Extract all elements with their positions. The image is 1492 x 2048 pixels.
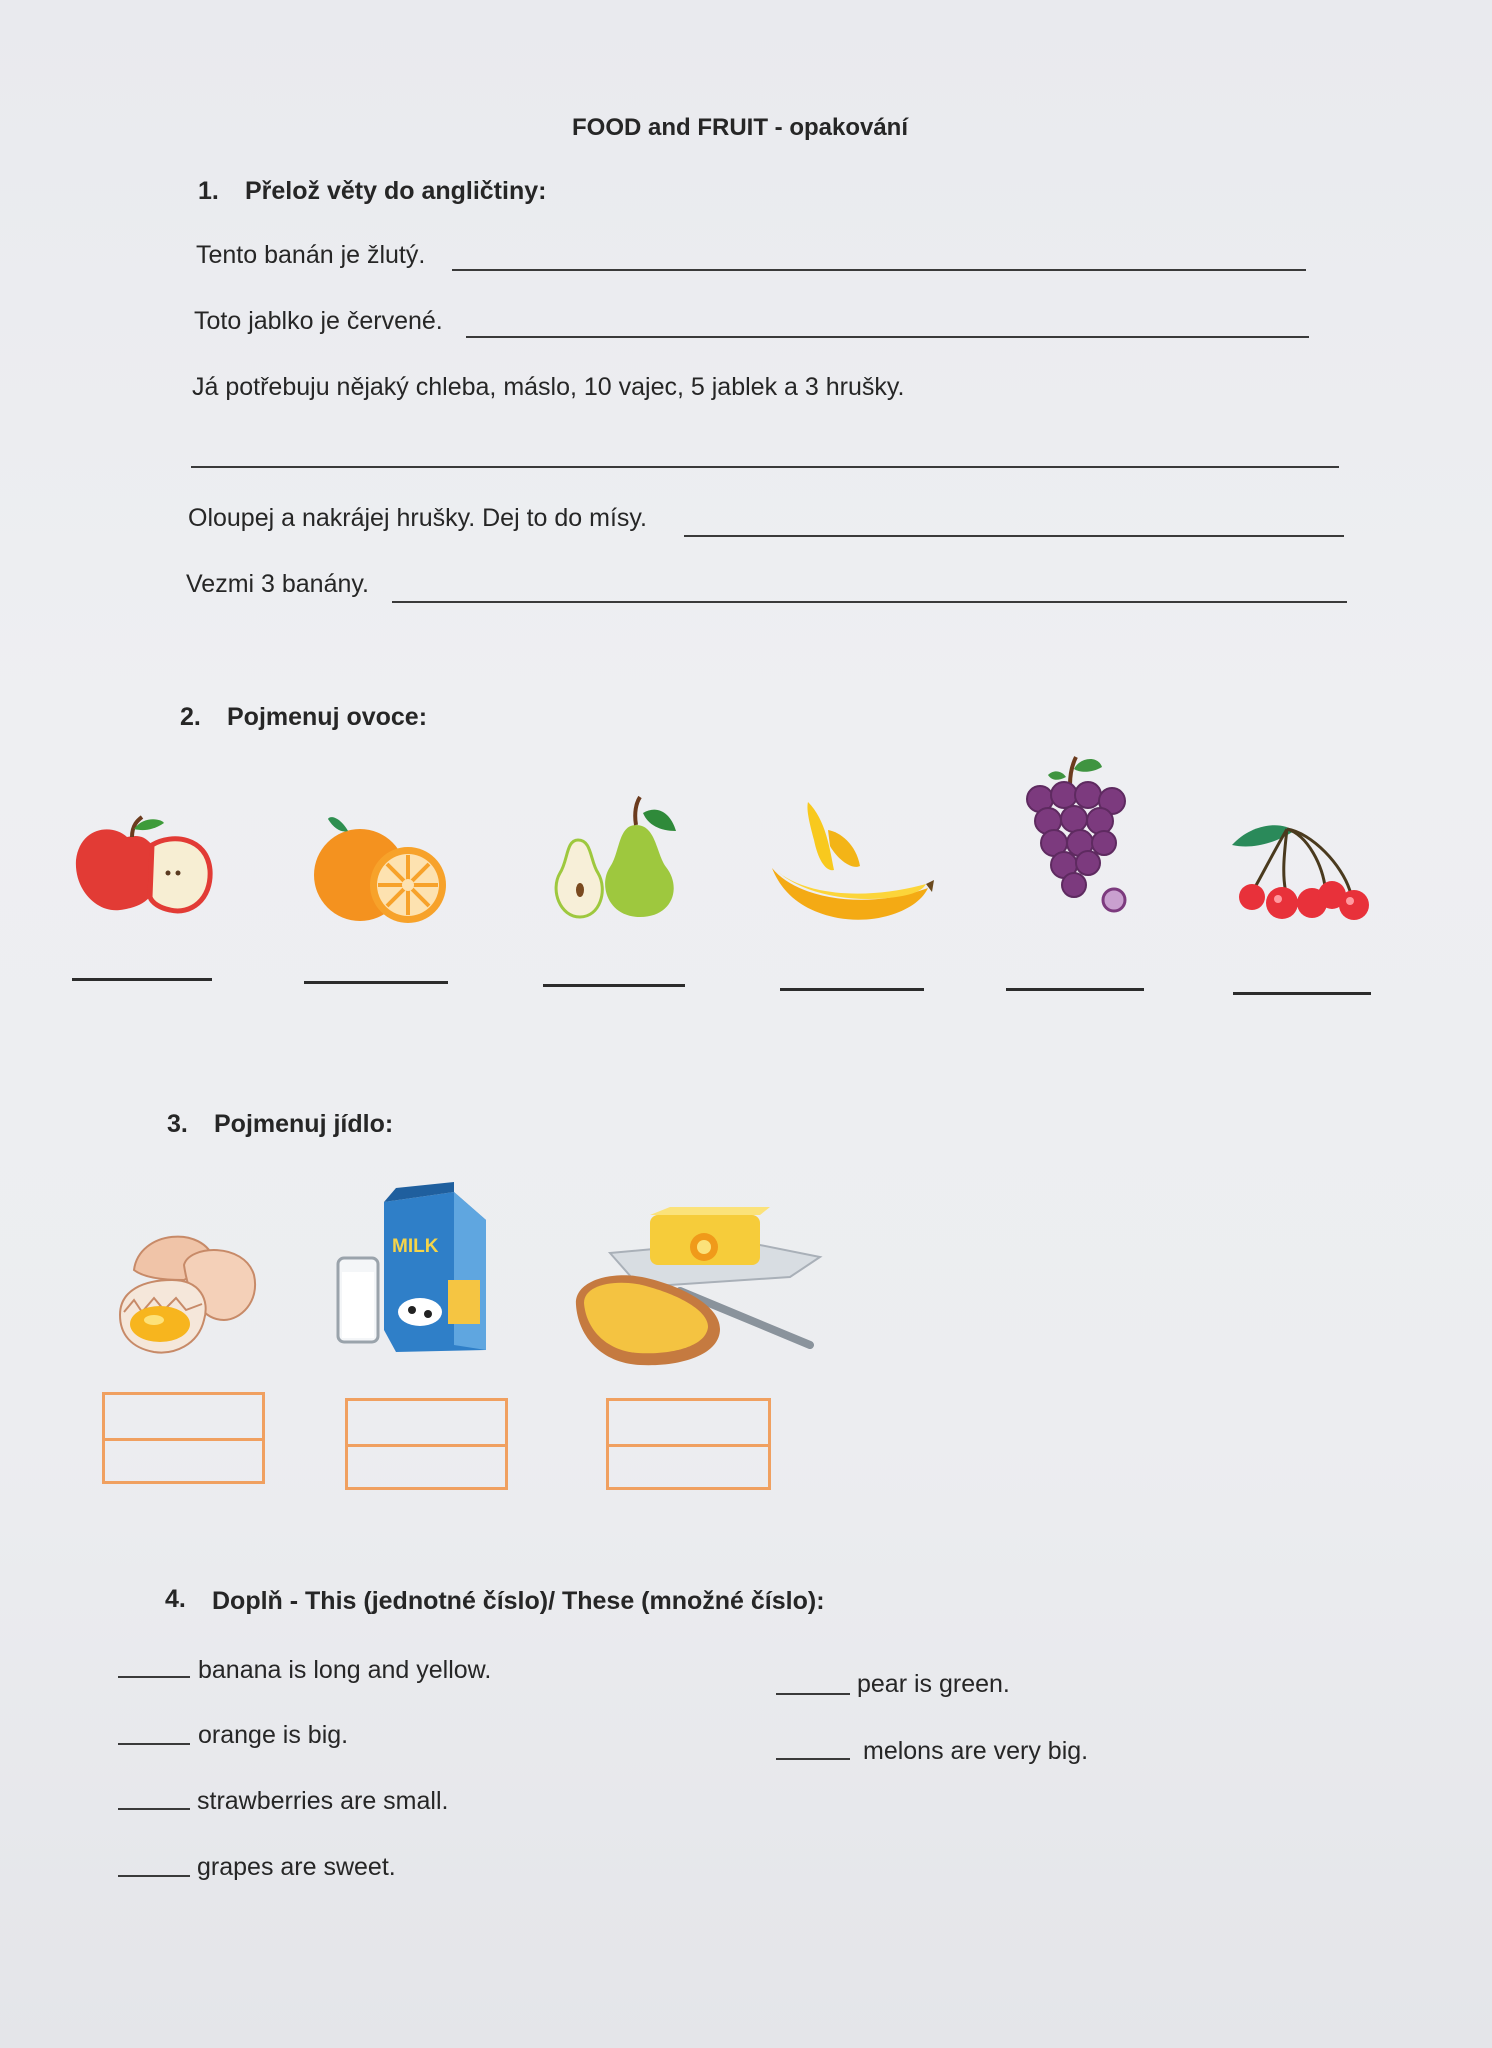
fill-line-left-2[interactable]	[118, 1743, 190, 1745]
section-4-heading: Doplň - This (jednotné číslo)/ These (množné číslo):	[212, 1587, 825, 1615]
section-1-heading: Přelož věty do angličtiny:	[245, 177, 547, 205]
cherries-icon	[1232, 815, 1377, 925]
banana-icon	[768, 800, 938, 925]
fill-sentence-left-2: orange is big.	[198, 1721, 349, 1749]
pear-icon	[548, 795, 683, 920]
apple-icon	[72, 815, 217, 915]
sentence-3: Já potřebuju nějaký chleba, máslo, 10 vajec, 5 jablek a 3 hrušky.	[192, 373, 905, 401]
eggs-icon	[114, 1220, 259, 1365]
section-2-heading: Pojmenuj ovoce:	[227, 703, 428, 731]
fruit-answer-line-3[interactable]	[543, 984, 685, 987]
food-answer-box-1[interactable]	[102, 1392, 265, 1484]
fill-sentence-left-1: banana is long and yellow.	[198, 1656, 492, 1684]
fill-sentence-left-4: grapes are sweet.	[197, 1853, 396, 1881]
milk-icon	[336, 1180, 506, 1355]
answer-line-1[interactable]	[452, 269, 1306, 271]
answer-line-2[interactable]	[466, 336, 1309, 338]
section-1-number: 1.	[198, 177, 219, 205]
fill-line-left-3[interactable]	[118, 1808, 190, 1810]
section-2-number: 2.	[180, 703, 201, 731]
page-title: FOOD and FRUIT - opakování	[572, 114, 909, 141]
answer-line-3[interactable]	[191, 466, 1339, 468]
section-3-heading: Pojmenuj jídlo:	[214, 1110, 394, 1138]
orange-icon	[310, 815, 455, 925]
grapes-icon	[1018, 755, 1138, 915]
food-answer-box-3[interactable]	[606, 1398, 771, 1490]
fill-line-left-4[interactable]	[118, 1875, 190, 1877]
sentence-5: Vezmi 3 banány.	[186, 570, 369, 598]
sentence-2: Toto jablko je červené.	[194, 307, 443, 335]
fruit-answer-line-5[interactable]	[1006, 988, 1144, 991]
fill-sentence-right-2: melons are very big.	[863, 1737, 1089, 1765]
answer-line-4[interactable]	[684, 535, 1344, 537]
butter-bread-icon	[570, 1205, 820, 1375]
fruit-answer-line-2[interactable]	[304, 981, 448, 984]
sentence-4: Oloupej a nakrájej hrušky. Dej to do mísy.	[188, 504, 647, 532]
fill-line-right-2[interactable]	[776, 1758, 850, 1760]
answer-line-5[interactable]	[392, 601, 1347, 603]
fill-line-left-1[interactable]	[118, 1676, 190, 1678]
fruit-answer-line-1[interactable]	[72, 978, 212, 981]
section-4-number: 4.	[165, 1585, 186, 1613]
milk-carton-label: MILK	[392, 1236, 439, 1257]
fill-line-right-1[interactable]	[776, 1693, 850, 1695]
fruit-answer-line-4[interactable]	[780, 988, 924, 991]
sentence-1: Tento banán je žlutý.	[196, 241, 426, 269]
section-3-number: 3.	[167, 1110, 188, 1138]
fill-sentence-left-3: strawberries are small.	[197, 1787, 449, 1815]
food-answer-box-2[interactable]	[345, 1398, 508, 1490]
fruit-answer-line-6[interactable]	[1233, 992, 1371, 995]
fill-sentence-right-1: pear is green.	[857, 1670, 1010, 1698]
